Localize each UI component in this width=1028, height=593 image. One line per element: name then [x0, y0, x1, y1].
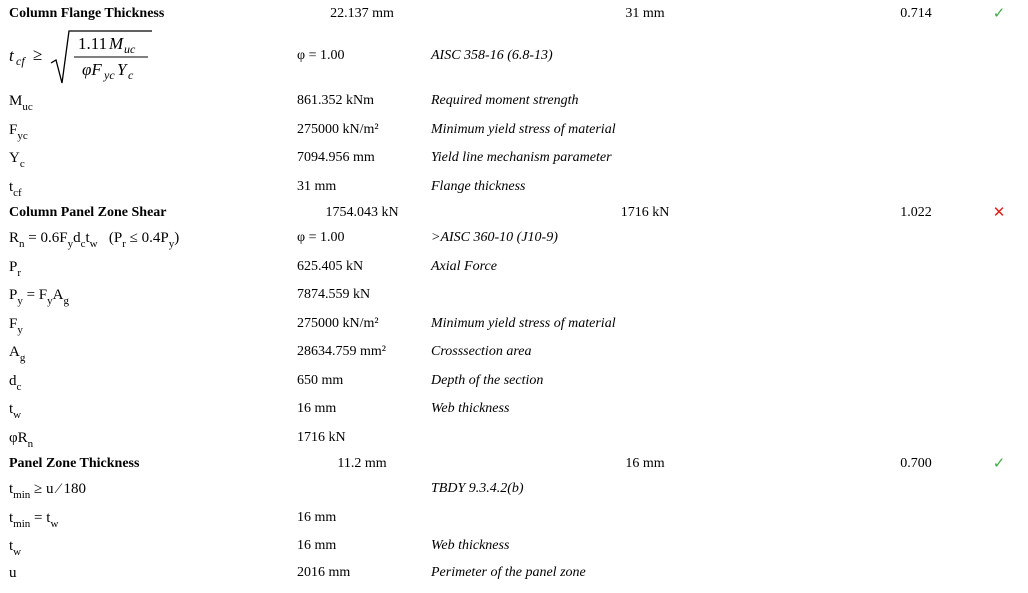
phirn-row [0, 430, 1028, 458]
tmin-formula: $t_{min} \ge u$ ⁄ 180 [9, 481, 87, 501]
svg-text:yc: yc [104, 68, 115, 82]
section-title: Column Flange Thickness [9, 6, 165, 21]
fyc-row [0, 122, 1028, 150]
section-title: Panel Zone Thickness [9, 456, 140, 471]
tw-row [0, 401, 1028, 429]
symbol-fy: $F_y$ [9, 316, 23, 336]
demand-value: 11.2 mm [337, 456, 387, 471]
pzt-tw-row [0, 538, 1028, 566]
yc-value: 7094.956 mm [297, 150, 375, 165]
flange-formula-row [0, 48, 1028, 76]
rn-formula-row [0, 230, 1028, 258]
symbol-muc: $M_{uc}$ [9, 93, 33, 113]
symbol-pr: $P_r$ [9, 259, 22, 279]
ag-description: Crosssection area [431, 344, 532, 359]
ratio-value: 1.022 [900, 205, 932, 220]
fyc-description: Minimum yield stress of material [431, 122, 616, 137]
capacity-value: 1716 kN [620, 205, 670, 220]
check-icon: ✓ [992, 456, 1006, 472]
py-value: 7874.559 kN [297, 287, 371, 302]
panel-shear-header-row [0, 205, 1028, 233]
dc-description: Depth of the section [431, 373, 544, 388]
pr-value: 625.405 kN [297, 259, 364, 274]
fy-value: 275000 kN/m² [297, 316, 379, 331]
tw-description: Web thickness [431, 401, 510, 416]
symbol-fyc: $F_{yc}$ [9, 122, 28, 142]
symbol-tw: $t_w$ [9, 538, 22, 558]
symbol-tw: $t_w$ [9, 401, 22, 421]
symbol-yc: $Y_c$ [9, 150, 25, 170]
code-reference: TBDY 9.3.4.2(b) [431, 481, 524, 496]
svg-text:uc: uc [124, 42, 136, 56]
dc-row [0, 373, 1028, 401]
rn-formula: $R_n = 0.6F_yd_ct_w$ $(P_r \le 0.4P_y)$ [9, 230, 180, 250]
symbol-phirn: $\varphi R_n$ [9, 430, 34, 450]
py-formula: $P_y = F_yA_g$ [9, 287, 69, 307]
check-icon: ✓ [992, 6, 1006, 22]
capacity-value: 31 mm [625, 6, 665, 21]
fy-description: Minimum yield stress of material [431, 316, 616, 331]
svg-text:M: M [109, 34, 124, 53]
code-reference: >AISC 360-10 (J10-9) [431, 230, 558, 245]
symbol-tcf: $t_{cf}$ [9, 179, 22, 199]
phi-value: φ = 1.00 [297, 230, 345, 245]
phirn-value: 1716 kN [297, 430, 346, 445]
capacity-value: 16 mm [625, 456, 665, 471]
dc-value: 650 mm [297, 373, 344, 388]
ratio-value: 0.700 [900, 456, 932, 471]
muc-description: Required moment strength [431, 93, 579, 108]
tw-value: 16 mm [297, 401, 337, 416]
tmin-row [0, 510, 1028, 538]
muc-row [0, 93, 1028, 121]
svg-text:φF: φF [82, 60, 102, 79]
ratio-value: 0.714 [900, 6, 932, 21]
pr-description: Axial Force [431, 259, 497, 274]
pzt-header-row [0, 456, 1028, 484]
svg-text:cf: cf [16, 54, 25, 68]
phi-value: φ = 1.00 [297, 48, 345, 63]
code-reference: AISC 358-16 (6.8-13) [431, 48, 553, 63]
svg-text:t: t [9, 46, 14, 65]
py-row [0, 287, 1028, 315]
demand-value: 22.137 mm [330, 6, 394, 21]
svg-text:c: c [128, 68, 134, 82]
tcf-row [0, 179, 1028, 207]
u-description: Perimeter of the panel zone [431, 565, 586, 580]
yc-row [0, 150, 1028, 178]
svg-text:≥: ≥ [33, 45, 43, 64]
svg-text:Y: Y [117, 60, 127, 79]
tmin-formula-row [0, 481, 1028, 509]
tw-value: 16 mm [297, 538, 337, 553]
tcf-value: 31 mm [297, 179, 337, 194]
fyc-value: 275000 kN/m² [297, 122, 379, 137]
symbol-ag: $A_g$ [9, 344, 26, 364]
tw-description: Web thickness [431, 538, 510, 553]
svg-text:1.11: 1.11 [78, 34, 108, 53]
u-value: 2016 mm [297, 565, 351, 580]
symbol-u: u [9, 565, 17, 581]
pr-row [0, 259, 1028, 287]
section-title: Column Panel Zone Shear [9, 205, 167, 220]
ag-value: 28634.759 mm² [297, 344, 386, 359]
muc-value: 861.352 kNm [297, 93, 374, 108]
u-row [0, 565, 1028, 593]
tmin-equals-tw: $t_{min} = t_w$ [9, 510, 59, 530]
tmin-value: 16 mm [297, 510, 337, 525]
cross-icon: ✕ [992, 205, 1006, 221]
tcf-description: Flange thickness [431, 179, 526, 194]
demand-value: 1754.043 kN [325, 205, 399, 220]
fy-row [0, 316, 1028, 344]
symbol-dc: $d_c$ [9, 373, 22, 393]
ag-row [0, 344, 1028, 372]
yc-description: Yield line mechanism parameter [431, 150, 612, 165]
